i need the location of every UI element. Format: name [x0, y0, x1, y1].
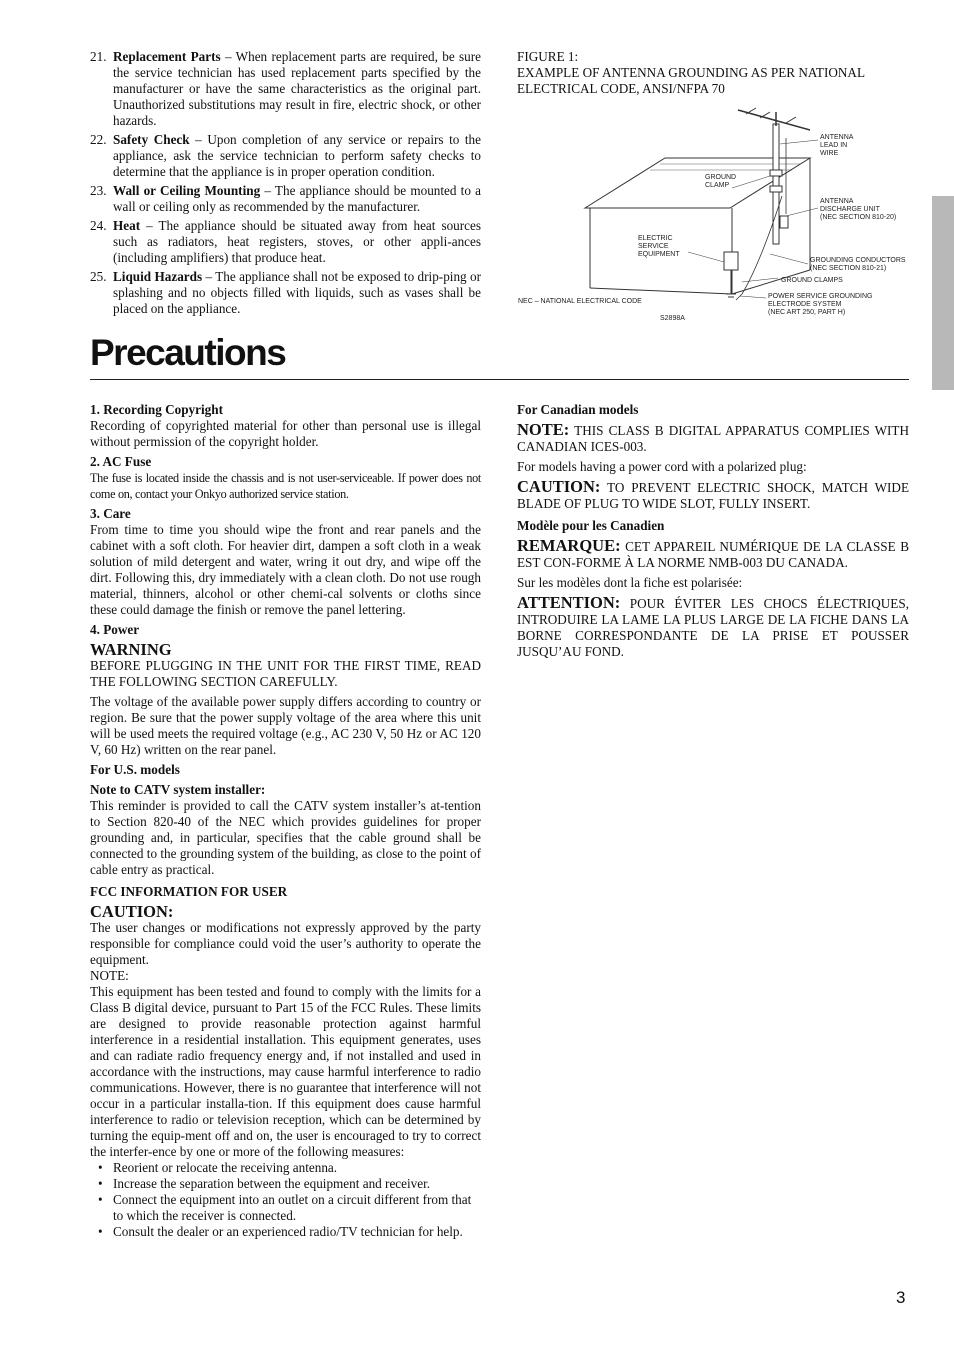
us-models-heading: For U.S. models: [90, 762, 180, 777]
warning-text: BEFORE PLUGGING IN THE UNIT FOR THE FIRST TIME, READ THE FOLLOWING SECTION CAREFULLY.: [90, 658, 481, 689]
power-heading: 4. Power: [90, 622, 140, 637]
list-item: [90, 183, 481, 215]
figure-title: EXAMPLE OF ANTENNA GROUNDING AS PER NATIONAL ELECTRICAL CODE, ANSI/NFPA 70: [517, 65, 865, 96]
left-column: [90, 402, 481, 1240]
title-rule: [90, 379, 909, 380]
list-item: • Reorient or relocate the receiving antenna.: [90, 1160, 481, 1176]
canadian-caution: [517, 479, 909, 512]
figure-code: S2898A: [660, 315, 685, 322]
remarque-label: REMARQUE:: [517, 536, 621, 555]
note-label: NOTE:: [517, 420, 570, 439]
grounding-conductors-label: GROUNDING CONDUCTORS (NEC SECTION 810-21): [810, 257, 906, 272]
item-text: – The appliance should be mounted to a wall or ceiling only as recommended by the manufacturer.: [113, 183, 481, 214]
item-title: Heat: [113, 218, 141, 233]
modele-heading: Modèle pour les Canadien: [517, 518, 665, 533]
item-title: Safety Check: [113, 132, 190, 147]
side-tab: [932, 196, 954, 390]
item-title: Wall or Ceiling Mounting: [113, 183, 261, 198]
attention: [517, 595, 909, 660]
care-heading: 3. Care: [90, 506, 131, 521]
canadian-note: [517, 422, 909, 455]
safety-list: [90, 49, 481, 317]
ac-fuse-heading: 2. AC Fuse: [90, 454, 152, 469]
note-text: THIS CLASS B DIGITAL APPARATUS COMPLIES WITH CANADIAN ICES-003.: [517, 423, 909, 454]
item-number: 22.: [90, 132, 107, 147]
canadian-heading: For Canadian models: [517, 402, 639, 417]
service-equipment: [724, 252, 738, 297]
recording-copyright-text: Recording of copyrighted material for other than personal use is illegal without permission of the copyright holder.: [90, 418, 481, 449]
item-text: – The appliance shall not be exposed to drip-ping or splashing and no objects filled with liquids, such as vases shall be placed on the appliance.: [113, 269, 481, 316]
attention-label: ATTENTION:: [517, 593, 621, 612]
attention-text: POUR ÉVITER LES CHOCS ÉLECTRIQUES, INTRODUIRE LA LAME LA PLUS LARGE DE LA FICHE DANS LA BORNE CORRESPONDANTE DE LA PRISE ET POUSSER JUSQU’AU FOND.: [517, 596, 909, 659]
item-title: Liquid Hazards: [113, 269, 203, 284]
caution-text: The user changes or modifications not expressly approved by the party responsible for compliance could void the user’s authority to operate the equipment.: [90, 920, 481, 967]
list-item: [90, 132, 481, 180]
list-item: • Increase the separation between the equipment and receiver.: [90, 1176, 481, 1192]
list-item: [90, 218, 481, 266]
list-item: • Connect the equipment into an outlet on a circuit different from that to which the receiver is connected.: [90, 1192, 481, 1224]
fiche-text: Sur les modèles dont la fiche est polarisée:: [517, 575, 743, 590]
caution-text: TO PREVENT ELECTRIC SHOCK, MATCH WIDE BLADE OF PLUG TO WIDE SLOT, FULLY INSERT.: [517, 480, 909, 511]
nec-label: NEC – NATIONAL ELECTRICAL CODE: [518, 298, 642, 305]
remarque-text: CET APPAREIL NUMÉRIQUE DE LA CLASSE B EST CON-FORME À LA NORME NMB-003 DU CANADA.: [517, 539, 909, 570]
measures-list: [90, 1160, 481, 1240]
polarized-text: For models having a power cord with a polarized plug:: [517, 459, 807, 474]
ac-fuse-text: The fuse is located inside the chassis and is not user-serviceable. If power does not come on, contact your Onkyo authorized service station.: [90, 471, 481, 501]
remarque: [517, 538, 909, 571]
item-number: 21.: [90, 49, 107, 64]
item-text: – When replacement parts are required, be sure the service technician has used replacement parts specified by the manufacturer or have the same characteristics as the original part. Unauthorized substitutions may result in fire, electric shock, or other hazards.: [113, 49, 482, 128]
item-number: 24.: [90, 218, 107, 233]
power-service-label: POWER SERVICE GROUNDING ELECTRODE SYSTEM (NEC ART 250, PART H): [768, 293, 873, 316]
catv-heading: Note to CATV system installer:: [90, 782, 266, 797]
voltage-text: The voltage of the available power supply differs according to country or region. Be sure that the power supply voltage of the area where this unit will be used meets the required voltage (e.g., AC 230 V, 50 Hz or AC 120 V, 60 Hz) written on the rear panel.: [90, 694, 481, 757]
right-column: [517, 402, 909, 660]
item-text: – The appliance should be situated away from heat sources such as radiators, heat registers, stoves, or other appli-ances (including amplifiers) that produce heat.: [113, 218, 481, 265]
page-number: 3: [896, 1288, 906, 1307]
catv-text: This reminder is provided to call the CATV system installer’s at-tention to Section 820-40 of the NEC which provides guidelines for proper grounding and, in particular, specifies that the cable ground shall be connected to the grounding system of the building, as close to the point of cable entry as practical.: [90, 798, 481, 877]
note-label: NOTE:: [90, 968, 129, 983]
item-text: – Upon completion of any service or repairs to the appliance, ask the service technician to perform safety checks to determine that the appliance is in proper operation condition.: [113, 132, 481, 179]
item-title: Replacement Parts: [113, 49, 221, 64]
figure-caption: [517, 49, 909, 97]
list-item: [90, 49, 481, 129]
discharge-unit-label: ANTENNA DISCHARGE UNIT (NEC SECTION 810-20): [820, 198, 897, 221]
ground-clamps-label: GROUND CLAMPS: [781, 277, 843, 284]
recording-copyright-heading: 1. Recording Copyright: [90, 402, 223, 417]
figure-number: FIGURE 1:: [517, 49, 579, 64]
warning-heading: WARNING: [90, 640, 172, 659]
fcc-heading: FCC INFORMATION FOR USER: [90, 884, 288, 899]
caution-label: CAUTION:: [517, 477, 601, 496]
note-text: This equipment has been tested and found to comply with the limits for a Class B digital device, pursuant to Part 15 of the FCC Rules. These limits are designed to provide reasonable protection against harmful interference in a residential installation. This equipment generates, uses and can radiate radio frequency energy and, if not installed and used in accordance with the instructions, may cause harmful interference to radio communications. However, there is no guarantee that interference will not occur in a particular installa-tion. If this equipment does cause harmful interference to radio or television reception, which can be determined by turning the equip-ment off and on, the user is encouraged to try to correct the interfer-ence by one or more of the following measures:: [90, 984, 481, 1159]
care-text: From time to time you should wipe the front and rear panels and the cabinet with a soft cloth. For heavier dirt, dampen a soft cloth in a weak solution of mild detergent and water, wring it out dry, and wipe off the dirt. Following this, dry immediately with a clean cloth. Do not use rough material, thinners, alcohol or other chemi-cal solvents or cloths since these could damage the finish or remove the panel lettering.: [90, 522, 481, 617]
antenna-lead-label: ANTENNA LEAD IN WIRE: [820, 134, 854, 157]
list-item: [90, 269, 481, 317]
page-title: Precautions: [90, 332, 286, 373]
item-number: 25.: [90, 269, 107, 284]
electric-service-label: ELECTRIC SERVICE EQUIPMENT: [638, 235, 680, 258]
list-item: • Consult the dealer or an experienced radio/TV technician for help.: [90, 1224, 481, 1240]
ground-clamp-label: GROUND CLAMP: [705, 174, 737, 189]
antenna-grounding-diagram: [510, 104, 920, 324]
antenna-mast: [736, 108, 810, 300]
item-number: 23.: [90, 183, 107, 198]
safety-list-section: [90, 49, 481, 320]
caution-heading: CAUTION:: [90, 902, 174, 921]
